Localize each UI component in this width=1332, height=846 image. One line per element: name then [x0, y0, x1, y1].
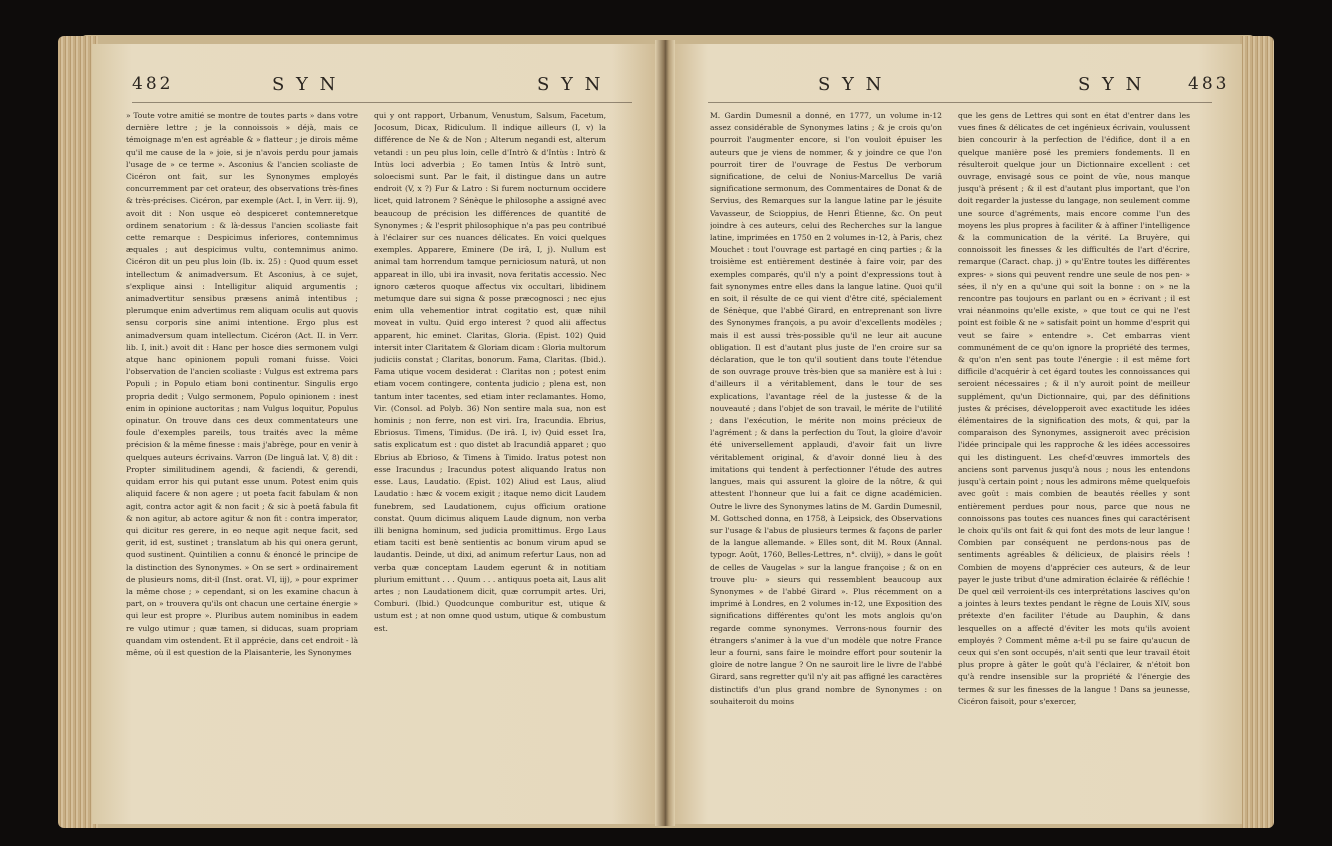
left-header-rule	[132, 102, 632, 103]
right-page-stack	[1240, 36, 1274, 828]
right-page	[668, 44, 1242, 824]
left-column-2-text: qui y ont rapport, Urbanum, Venustum, Salsum, Facetum, Jocosum, Dicax, Ridiculum. Il indique ailleurs (I, v) la différence de Ne & de Non ; Alterum negandi est, alterum vetandi : un peu plus loin, celle d'Intrò & d'Intùs : Intrò & Intùs loci adverbia ; Eo tamen Intùs & Intrò sunt, soloecismi sunt. Par le fait, il distingue dans un autre endroit (V, x ?) Fur & Latro : Si furem nocturnum occidere licet, quid latronem ? Sénèque le philosophe a assigné avec beaucoup de précision les différences de quantité de Synonymes ; & l'esprit philosophique n'a pas peu contribué à l'éclairer sur ces nuances délicates. En voici quelques exemples. Apparere, Eminere (De irâ, I, j). Nullum est animal tam horrendum tamque perniciosum naturâ, ut non appareat in illo, ubi ira invasit, nova feritatis accessio. Nec ignoro cæteros quoque affectus vix occultari, libidinem metumque dare sui signa & posse præcognosci ; nec ejus enim ulla vehementior intrat cogitatio est, quæ nihil moveat in vultu. Quid ergo interest ? quod alii affectus apparent, hic eminet. Claritas, Gloria. (Epist. 102) Quid intersit inter Claritatem & Gloriam dicam : Gloria multorum judiciis constat ; Claritas, bonorum. Fama, Claritas. (Ibid.). Fama utique vocem desiderat : Claritas non ; potest enim etiam vocem contingere, contenta judicio ; plena est, non tantum inter tacentes, sed etiam inter reclamantes. Homo, Vir. (Consol. ad Polyb. 36) Non sentire mala sua, non est hominis ; non ferre, non est viri. Ira, Iracundia. Ebrius, Ebriosus. Timens, Timidus. (De irâ. I, iv) Quid esset Ira, satis explicatum est : quo distet ab Iracundiâ apparet ; quo Ebrius ab Ebrioso, & Timens à Timido. Iratus potest non esse Iracundus ; Iracundus potest aliquando Iratus non esse. Laus, Laudatio. (Epist. 102) Aliud est Laus, aliud Laudatio : hæc & vocem exigit ; itaque nemo dicit Laudem funebrem, sed Laudationem, cujus officium oratione constat. Quum dicimus aliquem Laude dignum, non verba illi benigna hominum, sed judicia promittimus. Ergo Laus etiam taciti est benè sentientis ac bonum virum apud se laudantis. Deinde, ut dixi, ad animum refertur Laus, non ad verba quæ conceptam Laudem egerunt & in notitiam plurium emittunt . . . Quum . . . antiquus poeta ait, Laus alit artes ; non Laudationem dicit, quæ corrumpit artes. Uri, Comburi. (Ibid.) Quodcunque comburitur est, utique & ustum est ; at non omne quod ustum, utique & combustum est.	[374, 111, 606, 633]
right-header-col2: S Y N	[1078, 74, 1145, 95]
left-header-col2: S Y N	[537, 74, 604, 95]
right-header-col1: S Y N	[818, 74, 885, 95]
right-header-rule	[708, 102, 1212, 103]
left-page	[92, 44, 662, 824]
left-page-number: 482	[132, 74, 174, 94]
right-column-1	[710, 110, 942, 816]
left-column-2	[374, 110, 606, 816]
book-gutter	[655, 40, 675, 826]
left-header-col1: S Y N	[272, 74, 339, 95]
right-column-2	[958, 110, 1190, 816]
right-running-head	[708, 74, 1230, 100]
right-page-number: 483	[1188, 74, 1230, 94]
left-column-1-text: » Toute votre amitié se montre de toutes parts » dans votre dernière lettre ; je la connoissois » déjà, mais ce témoignage m'en est agréable & » flatteur ; je dirois même qu'il me cause de la » joie, si je n'avois perdu pour jamais l'usage de » ce terme ». Asconius & l'ancien scoliaste de Cicéron ont fait, sur les Synonymes employés concurremment par cet orateur, des observations très-fines & très-précises. Cicéron, par exemple (Act. I, in Verr. iij. 9), avoit dit : Non usque eò despiceret contemneretque ordinem senatorium : & là-dessus l'ancien scoliaste fait cette remarque : Despicimus inferiores, contemnimus æquales ; aut despicimus vultu, contemnimus animo. Cicéron dit un peu plus loin (Ib. ix. 25) : Quod quum esset intellectum & animadversum. Et Asconius, à ce sujet, s'explique ainsi : Intelligitur aliquid argumentis ; animadvertitur sensibus præsens animâ intentibus ; plerumque enim advertimus rem aliquam oculis aut quovis sensu corporis sine animi intentione. Ergo plus est animadversum quam intellectum. Cicéron (Act. II. in Verr. lib. I, init.) avoit dit : Hanc per hosce dies sermonem vulgi atque hanc opinionem populi romani fuisse. Voici l'observation de l'ancien scoliaste : Vulgus est extrema pars Populi ; in Populo etiam boni continentur. Singulis ergo propria dedit ; Vulgo sermonem, Populo opinionem : inest enim in opinione auctoritas ; nam Vulgus loquitur, Populus opinatur. On trouve dans ces deux commentateurs une foule d'exemples pareils, tous traités avec la même précision & la même finesse : mais j'abrège, pour en venir à quelques auteurs écrivains. Varron (De linguâ lat. V, 8) dit : Propter similitudinem agendi, & faciendi, & gerendi, quidam error his qui putant esse unum. Potest enim quis aliquid facere & non agere ; ut poeta facit fabulam & non agit, contra actor agit & non facit ; & sic à poetâ fabula fit & non agitur, ab actore agitur & non fit : contra imperator, qui dicitur res gerere, in eo neque agit neque facit, sed gerit, id est, sustinet ; translatum ab his qui onera gerunt, quod sustinent. Quintilien a connu & énoncé le principe de la distinction des Synonymes. » On se sert » ordinairement de plusieurs noms, dit-il (Inst. orat. VI, iij), » pour exprimer la même chose ; » cependant, si on les examine chacun à part, on » trouvera qu'ils ont chacun une certaine énergie » qui leur est propre ». Pluribus autem nominibus in eadem re vulgo utimur ; quæ tamen, si diducas, suam propriam quandam vim ostendent. Et il apprécie, dans cet endroit - là même, où il est question de la Plaisanterie, les Synonymes	[126, 111, 358, 657]
right-column-1-text: M. Gardin Dumesnil a donné, en 1777, un volume in-12 assez considérable de Synonymes latins ; & je crois qu'on pourroit l'augmenter encore, si l'on vouloit épuiser les auteurs que je viens de nommer, & y joindre ce que l'on pourroit tirer de l'ouvrage de Festus De verborum significatione, de celui de Nonius-Marcellus De variâ significatione sermonum, des Commentaires de Donat & de Servius, des Remarques sur la langue latine par le jésuite Vavasseur, de Scioppius, de Henri Étienne, &c. On peut joindre à ces auteurs, celui des Recherches sur la langue latine, imprimées en 1750 en 2 volumes in-12, à Paris, chez Mouchet : tout l'ouvrage est partagé en cinq parties ; & la troisième est entièrement destinée à faire voir, par des exemples comparés, qu'il n'y a point d'expressions tout à fait synonymes entre elles dans la langue latine. Quoi qu'il en soit, il résulte de ce qui vient d'être cité, spécialement de Sénèque, que l'abbé Girard, en entreprenant son livre des Synonymes françois, a pu avoir d'excellents modèles ; mais il est aussi très-possible qu'il ne leur ait aucune obligation. Il est d'autant plus juste de l'en croire sur sa déclaration, que le ton qu'il soutient dans toute l'étendue de son ouvrage prouve très-bien que sa manière est à lui : d'ailleurs il a véritablement, dans le tour de ses explications, l'avantage réel de la justesse & de la nouveauté ; dans l'objet de son travail, le mérite de l'utilité ; dans l'exécution, le mérite non moins précieux de l'agrément ; & dans la perfection du Tout, la gloire d'avoir été universellement applaudi, d'avoir fait un livre véritablement original, & d'avoir donné lieu à des imitations qui tendent à perfectionner l'étude des autres langues, mais qui assurent la gloire de la nôtre, & qui attestent l'honneur que lui a fait ce digne académicien. Outre le livre des Synonymes latins de M. Gardin Dumesnil, M. Gottsched donna, en 1758, à Leipsick, des Observations sur l'usage & l'abus de plusieurs termes & façons de parler de la langue allemande. » Elles sont, dit M. Roux (Annal. typogr. Août, 1760, Belles-Lettres, n°. clviij), » dans le goût de celles de Vaugelas » sur la langue françoise ; & on en trouve plu- » sieurs qui ressemblent beaucoup aux Synonymes » de l'abbé Girard ». Plus récemment on a imprimé à Londres, en 2 volumes in-12, une Exposition des significations différentes qu'ont les mots anglois qu'on regarde comme synonymes. Verrons-nous fournir des étrangers s'animer à la vue d'un modèle que notre France leur a fourni, sans faire le moindre effort pour soutenir la gloire de notre langue ? On ne sauroit lire le livre de l'abbé Girard, sans regretter qu'il n'y ait pas affigné les caractères distinctifs d'un plus grand nombre de Synonymes : on souhaiteroit du moins	[710, 111, 942, 706]
right-column-2-text: que les gens de Lettres qui sont en état d'entrer dans les vues fines & délicates de cet ingénieux écrivain, voulussent bien concourir à la perfection de l'édifice, dont il a en quelque manière posé les premiers fondements. Il en résulteroit quelque jour un Dictionnaire excellent : cet ouvrage, envisagé sous ce point de vûe, nous manque jusqu'à présent ; & il est d'autant plus important, que l'on doit regarder la justesse du langage, non seulement comme une source d'agréments, mais encore comme l'un des moyens les plus propres à faciliter & à affiner l'intelligence & la communication de la vérité. La Bruyère, qui connoissoit les finesses & les difficultés de l'art d'écrire, remarque (Caract. chap. j) » qu'Entre toutes les différentes expres- » sions qui peuvent rendre une seule de nos pen- » sées, il n'y en a qu'une qui soit la bonne : on » ne la rencontre pas toujours en parlant ou en » écrivant ; il est vrai néanmoins qu'elle existe, » que tout ce qui ne l'est point est foible & ne » satisfait point un homme d'esprit qui veut se faire » entendre ». Cet embarras vient communément de ce qu'on ignore la propriété des termes, & qu'on n'en sent pas toute l'énergie : il est même fort difficile d'acquérir à cet égard toutes les connoissances qui seroient nécessaires ; & il n'y auroit point de meilleur supplément, qu'un Dictionnaire, qui, par des définitions justes & précises, développeroit avec exactitude les idées élémentaires de la signification des mots, & qui, par la comparaison des Synonymes, assigneroit avec précision l'idée principale qui les rapproche & les idées accessoires qui les distinguent. Les chef-d'œuvres immortels des anciens sont parvenus jusqu'à nous ; nous les entendons jusqu'à certain point ; nous les admirons même quelquefois avec goût : mais combien de beautés réelles y sont entièrement perdues pour nous, parce que nous ne connoissons pas toutes ces nuances fines qui caractérisent le choix qu'ils ont fait & qui font des mots de leur langue ! Combien par conséquent ne perdons-nous pas de sentiments agréables & délicieux, de plaisirs réels ! Combien de moyens d'apprécier ces auteurs, & de leur payer le juste tribut d'une admiration éclairée & réfléchie ! De quel œil verroient-ils ces interprétations lascives qu'on a jointes à leurs textes pendant le règne de Louis XIV, sous prétexte d'en faciliter l'étude au Dauphin, & dans lesquelles on a affecté d'éviter les mots qu'ils avoient employés ? Comment même a-t-il pu se faire qu'aucun de ceux qui s'en sont occupés, n'ait senti que leur travail étoit plus propre à gâter le goût qu'à l'éclairer, & n'étoit bon qu'à rendre insensible sur la propriété & l'énergie des termes & sur les finesses de la langue ! Dans sa jeunesse, Cicéron faisoit, pour s'exercer,	[958, 111, 1190, 706]
left-running-head	[132, 74, 632, 100]
left-column-1	[126, 110, 358, 816]
